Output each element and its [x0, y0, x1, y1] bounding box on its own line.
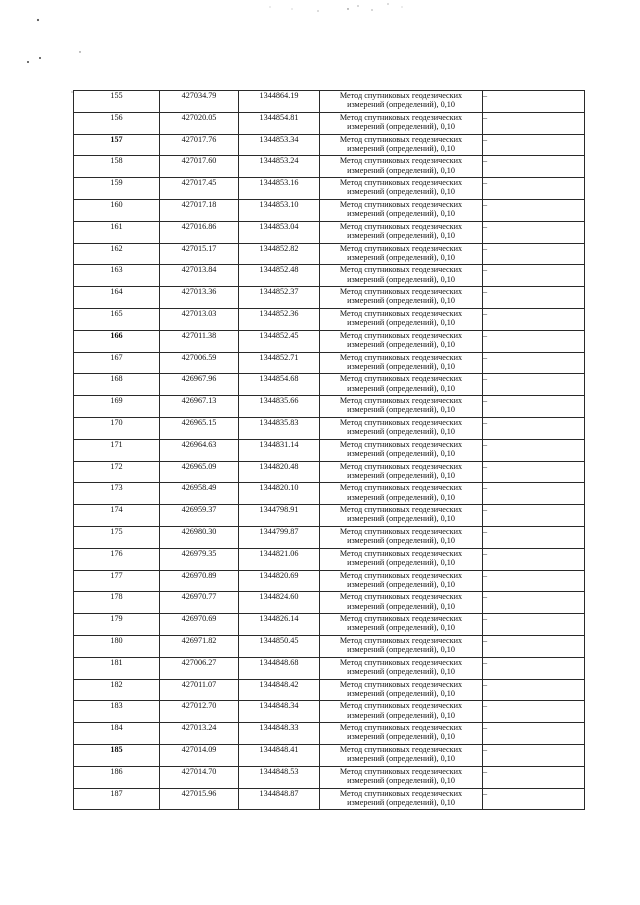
x-coordinate-cell: 427011.07 [160, 679, 239, 701]
method-line-1: Метод спутниковых геодезических [339, 396, 463, 406]
method-line-2: измерений (определений), 0,10 [347, 536, 455, 546]
y-coordinate-cell: 1344835.83 [239, 417, 320, 439]
method-line-2: измерений (определений), 0,10 [347, 100, 455, 110]
table-row [74, 483, 585, 505]
method-line-1: Метод спутниковых геодезических [339, 679, 463, 689]
x-coordinate-cell: 426958.49 [160, 483, 239, 505]
dash-cell: – [483, 614, 585, 636]
dash-cell: – [483, 156, 585, 178]
method-line-2: измерений (определений), 0,10 [347, 122, 455, 131]
y-coordinate-cell: 1344853.04 [239, 221, 320, 243]
x-coordinate-cell: 426967.96 [160, 374, 239, 396]
y-coordinate-cell: 1344853.34 [239, 134, 320, 156]
method-cell [320, 701, 483, 723]
point-number-cell: 164 [74, 287, 160, 309]
method-line-2: измерений (определений), 0,10 [347, 557, 455, 567]
y-coordinate-cell: 1344820.10 [239, 483, 320, 505]
dash-cell: – [483, 308, 585, 330]
table-row [74, 592, 585, 614]
method-cell [320, 308, 483, 330]
point-number-cell: 184 [74, 723, 160, 745]
point-number-cell: 177 [74, 570, 160, 592]
table-row [74, 178, 585, 200]
y-coordinate-cell: 1344852.71 [239, 352, 320, 374]
point-number-cell: 160 [74, 199, 160, 221]
method-line-2: измерений (определений), 0,10 [347, 209, 455, 219]
method-cell [320, 635, 483, 657]
method-cell [320, 592, 483, 614]
dash-cell: – [483, 374, 585, 396]
point-number-cell: 158 [74, 156, 160, 178]
method-line-2: измерений (определений), 0,10 [347, 754, 455, 764]
x-coordinate-cell: 427034.79 [160, 91, 239, 113]
dash-cell: – [483, 461, 585, 483]
method-line-1: Метод спутниковых геодезических [339, 505, 463, 515]
x-coordinate-cell: 426964.63 [160, 439, 239, 461]
method-line-2: измерений (определений), 0,10 [347, 514, 455, 524]
method-cell [320, 788, 483, 810]
y-coordinate-cell: 1344852.37 [239, 287, 320, 309]
table-row [74, 614, 585, 636]
y-coordinate-cell: 1344831.14 [239, 439, 320, 461]
method-cell [320, 570, 483, 592]
table-row [74, 635, 585, 657]
point-number-cell: 187 [74, 788, 160, 810]
method-line-2: измерений (определений), 0,10 [347, 230, 455, 240]
point-number-cell: 155 [74, 91, 160, 113]
dash-cell: – [483, 265, 585, 287]
dash-cell: – [483, 723, 585, 745]
x-coordinate-cell: 427017.60 [160, 156, 239, 178]
method-line-2: измерений (определений), 0,10 [347, 339, 455, 349]
y-coordinate-cell: 1344848.68 [239, 657, 320, 679]
point-number-cell: 183 [74, 701, 160, 723]
x-coordinate-cell: 427020.05 [160, 112, 239, 134]
method-line-2: измерений (определений), 0,10 [347, 623, 455, 633]
method-cell [320, 156, 483, 178]
method-line-1: Метод спутниковых геодезических [339, 243, 463, 253]
dash-cell: – [483, 439, 585, 461]
table-row [74, 701, 585, 723]
method-line-1: Метод спутниковых геодезических [339, 156, 463, 166]
x-coordinate-cell: 426970.69 [160, 614, 239, 636]
dash-cell: – [483, 679, 585, 701]
table-row [74, 766, 585, 788]
method-line-1: Метод спутниковых геодезических [339, 766, 463, 776]
method-line-1: Метод спутниковых геодезических [339, 744, 463, 754]
table-row [74, 570, 585, 592]
point-number-cell: 172 [74, 461, 160, 483]
x-coordinate-cell: 426980.30 [160, 526, 239, 548]
method-line-2: измерений (определений), 0,10 [347, 165, 455, 175]
point-number-cell: 156 [74, 112, 160, 134]
dash-cell: – [483, 178, 585, 200]
y-coordinate-cell: 1344820.69 [239, 570, 320, 592]
point-number-cell: 176 [74, 548, 160, 570]
point-number-cell: 175 [74, 526, 160, 548]
table-row [74, 330, 585, 352]
method-cell [320, 439, 483, 461]
method-line-1: Метод спутниковых геодезических [339, 548, 463, 558]
point-number-cell: 182 [74, 679, 160, 701]
x-coordinate-cell: 426959.37 [160, 505, 239, 527]
y-coordinate-cell: 1344848.87 [239, 788, 320, 810]
table-row [74, 199, 585, 221]
point-number-cell: 163 [74, 265, 160, 287]
method-cell [320, 723, 483, 745]
x-coordinate-cell: 427016.86 [160, 221, 239, 243]
method-cell [320, 548, 483, 570]
method-cell [320, 679, 483, 701]
method-line-2: измерений (определений), 0,10 [347, 732, 455, 742]
x-coordinate-cell: 427015.96 [160, 788, 239, 810]
method-cell [320, 374, 483, 396]
table-row [74, 156, 585, 178]
y-coordinate-cell: 1344848.34 [239, 701, 320, 723]
y-coordinate-cell: 1344848.41 [239, 744, 320, 766]
method-cell [320, 112, 483, 134]
y-coordinate-cell: 1344852.36 [239, 308, 320, 330]
method-line-1: Метод спутниковых геодезических [339, 614, 463, 624]
y-coordinate-cell: 1344848.33 [239, 723, 320, 745]
method-line-1: Метод спутниковых геодезических [339, 330, 463, 340]
table-row [74, 744, 585, 766]
x-coordinate-cell: 427013.24 [160, 723, 239, 745]
method-line-2: измерений (определений), 0,10 [347, 645, 455, 655]
method-line-1: Метод спутниковых геодезических [339, 221, 463, 231]
dash-cell: – [483, 657, 585, 679]
dash-cell: – [483, 592, 585, 614]
table-row [74, 439, 585, 461]
y-coordinate-cell: 1344798.91 [239, 505, 320, 527]
dash-cell: – [483, 417, 585, 439]
x-coordinate-cell: 427017.18 [160, 199, 239, 221]
point-number-cell: 165 [74, 308, 160, 330]
method-line-2: измерений (определений), 0,10 [347, 448, 455, 458]
table-row [74, 679, 585, 701]
dash-cell: – [483, 766, 585, 788]
x-coordinate-cell: 426967.13 [160, 396, 239, 418]
dash-cell: – [483, 287, 585, 309]
point-number-cell: 169 [74, 396, 160, 418]
y-coordinate-cell: 1344852.82 [239, 243, 320, 265]
method-line-1: Метод спутниковых геодезических [339, 352, 463, 362]
method-cell [320, 744, 483, 766]
table-row [74, 352, 585, 374]
x-coordinate-cell: 426971.82 [160, 635, 239, 657]
dash-cell: – [483, 548, 585, 570]
method-line-1: Метод спутниковых геодезических [339, 483, 463, 493]
y-coordinate-cell: 1344820.48 [239, 461, 320, 483]
method-cell [320, 614, 483, 636]
table-row [74, 788, 585, 810]
x-coordinate-cell: 427013.03 [160, 308, 239, 330]
y-coordinate-cell: 1344848.53 [239, 766, 320, 788]
y-coordinate-cell: 1344850.45 [239, 635, 320, 657]
y-coordinate-cell: 1344853.24 [239, 156, 320, 178]
method-line-2: измерений (определений), 0,10 [347, 601, 455, 611]
table-row [74, 91, 585, 113]
point-number-cell: 179 [74, 614, 160, 636]
method-line-2: измерений (определений), 0,10 [347, 252, 455, 262]
y-coordinate-cell: 1344853.10 [239, 199, 320, 221]
method-cell [320, 483, 483, 505]
x-coordinate-cell: 427017.76 [160, 134, 239, 156]
point-number-cell: 178 [74, 592, 160, 614]
y-coordinate-cell: 1344853.16 [239, 178, 320, 200]
point-number-cell: 185 [74, 744, 160, 766]
table-row [74, 112, 585, 134]
dash-cell: – [483, 199, 585, 221]
method-cell [320, 199, 483, 221]
method-line-1: Метод спутниковых геодезических [339, 723, 463, 733]
method-cell [320, 221, 483, 243]
dash-cell: – [483, 505, 585, 527]
method-line-2: измерений (определений), 0,10 [347, 710, 455, 720]
method-line-1: Метод спутниковых геодезических [339, 287, 463, 297]
table-row [74, 461, 585, 483]
method-line-1: Метод спутниковых геодезических [339, 374, 463, 384]
method-line-1: Метод спутниковых геодезических [339, 701, 463, 711]
table-row [74, 723, 585, 745]
method-line-1: Метод спутниковых геодезических [339, 134, 463, 144]
table-row [74, 505, 585, 527]
point-number-cell: 168 [74, 374, 160, 396]
point-number-cell: 166 [74, 330, 160, 352]
point-number-cell: 171 [74, 439, 160, 461]
method-line-2: измерений (определений), 0,10 [347, 187, 455, 197]
y-coordinate-cell: 1344852.45 [239, 330, 320, 352]
method-cell [320, 243, 483, 265]
table-row [74, 308, 585, 330]
method-cell [320, 396, 483, 418]
point-number-cell: 180 [74, 635, 160, 657]
dash-cell: – [483, 112, 585, 134]
method-cell [320, 657, 483, 679]
dash-cell: – [483, 396, 585, 418]
method-cell [320, 526, 483, 548]
table-row [74, 287, 585, 309]
method-line-1: Метод спутниковых геодезических [339, 635, 463, 645]
method-line-2: измерений (определений), 0,10 [347, 492, 455, 502]
x-coordinate-cell: 427014.09 [160, 744, 239, 766]
table-row [74, 374, 585, 396]
method-line-1: Метод спутниковых геодезических [339, 526, 463, 536]
method-line-1: Метод спутниковых геодезических [339, 788, 463, 798]
y-coordinate-cell: 1344854.81 [239, 112, 320, 134]
method-line-2: измерений (определений), 0,10 [347, 143, 455, 153]
x-coordinate-cell: 426965.15 [160, 417, 239, 439]
dash-cell: – [483, 788, 585, 810]
y-coordinate-cell: 1344864.19 [239, 91, 320, 113]
dash-cell: – [483, 352, 585, 374]
method-line-2: измерений (определений), 0,10 [347, 318, 455, 328]
method-line-2: измерений (определений), 0,10 [347, 274, 455, 284]
method-line-1: Метод спутниковых геодезических [339, 112, 463, 122]
y-coordinate-cell: 1344821.06 [239, 548, 320, 570]
y-coordinate-cell: 1344848.42 [239, 679, 320, 701]
dash-cell: – [483, 701, 585, 723]
dash-cell: – [483, 221, 585, 243]
method-cell [320, 91, 483, 113]
method-cell [320, 330, 483, 352]
method-line-2: измерений (определений), 0,10 [347, 405, 455, 415]
point-number-cell: 157 [74, 134, 160, 156]
method-line-1: Метод спутниковых геодезических [339, 91, 463, 100]
y-coordinate-cell: 1344835.66 [239, 396, 320, 418]
method-cell [320, 178, 483, 200]
x-coordinate-cell: 427015.17 [160, 243, 239, 265]
dash-cell: – [483, 483, 585, 505]
method-line-1: Метод спутниковых геодезических [339, 657, 463, 667]
x-coordinate-cell: 427017.45 [160, 178, 239, 200]
table-row [74, 417, 585, 439]
method-line-2: измерений (определений), 0,10 [347, 579, 455, 589]
method-line-1: Метод спутниковых геодезических [339, 199, 463, 209]
table-row [74, 657, 585, 679]
method-line-1: Метод спутниковых геодезических [339, 570, 463, 580]
x-coordinate-cell: 427011.38 [160, 330, 239, 352]
dash-cell: – [483, 526, 585, 548]
x-coordinate-cell: 427014.70 [160, 766, 239, 788]
point-number-cell: 170 [74, 417, 160, 439]
coordinates-table-body [74, 91, 585, 810]
method-line-1: Метод спутниковых геодезических [339, 461, 463, 471]
method-cell [320, 505, 483, 527]
point-number-cell: 161 [74, 221, 160, 243]
method-cell [320, 287, 483, 309]
method-line-1: Метод спутниковых геодезических [339, 178, 463, 188]
y-coordinate-cell: 1344854.68 [239, 374, 320, 396]
x-coordinate-cell: 427013.84 [160, 265, 239, 287]
table-row [74, 396, 585, 418]
method-cell [320, 134, 483, 156]
point-number-cell: 159 [74, 178, 160, 200]
y-coordinate-cell: 1344852.48 [239, 265, 320, 287]
y-coordinate-cell: 1344826.14 [239, 614, 320, 636]
method-line-1: Метод спутниковых геодезических [339, 592, 463, 602]
dash-cell: – [483, 330, 585, 352]
x-coordinate-cell: 426965.09 [160, 461, 239, 483]
table-row [74, 243, 585, 265]
point-number-cell: 174 [74, 505, 160, 527]
method-cell [320, 265, 483, 287]
method-line-2: измерений (определений), 0,10 [347, 361, 455, 371]
method-cell [320, 352, 483, 374]
method-line-2: измерений (определений), 0,10 [347, 797, 455, 807]
x-coordinate-cell: 427006.27 [160, 657, 239, 679]
point-number-cell: 181 [74, 657, 160, 679]
method-line-2: измерений (определений), 0,10 [347, 296, 455, 306]
dash-cell: – [483, 570, 585, 592]
table-row [74, 548, 585, 570]
x-coordinate-cell: 427006.59 [160, 352, 239, 374]
x-coordinate-cell: 427012.70 [160, 701, 239, 723]
method-line-2: измерений (определений), 0,10 [347, 427, 455, 437]
y-coordinate-cell: 1344799.87 [239, 526, 320, 548]
dash-cell: – [483, 91, 585, 113]
x-coordinate-cell: 426970.77 [160, 592, 239, 614]
x-coordinate-cell: 426970.89 [160, 570, 239, 592]
table-row [74, 265, 585, 287]
point-number-cell: 162 [74, 243, 160, 265]
x-coordinate-cell: 427013.36 [160, 287, 239, 309]
point-number-cell: 186 [74, 766, 160, 788]
table-row [74, 221, 585, 243]
dash-cell: – [483, 744, 585, 766]
method-line-2: измерений (определений), 0,10 [347, 470, 455, 480]
method-line-1: Метод спутниковых геодезических [339, 439, 463, 449]
method-line-1: Метод спутниковых геодезических [339, 308, 463, 318]
method-line-2: измерений (определений), 0,10 [347, 666, 455, 676]
point-number-cell: 167 [74, 352, 160, 374]
table-row [74, 134, 585, 156]
method-line-2: измерений (определений), 0,10 [347, 775, 455, 785]
method-line-2: измерений (определений), 0,10 [347, 688, 455, 698]
method-cell [320, 417, 483, 439]
table-row [74, 526, 585, 548]
method-cell [320, 766, 483, 788]
point-number-cell: 173 [74, 483, 160, 505]
coordinates-table [73, 90, 585, 810]
method-line-1: Метод спутниковых геодезических [339, 417, 463, 427]
method-line-1: Метод спутниковых геодезических [339, 265, 463, 275]
y-coordinate-cell: 1344824.60 [239, 592, 320, 614]
x-coordinate-cell: 426979.35 [160, 548, 239, 570]
dash-cell: – [483, 243, 585, 265]
method-cell [320, 461, 483, 483]
dash-cell: – [483, 635, 585, 657]
method-line-2: измерений (определений), 0,10 [347, 383, 455, 393]
dash-cell: – [483, 134, 585, 156]
